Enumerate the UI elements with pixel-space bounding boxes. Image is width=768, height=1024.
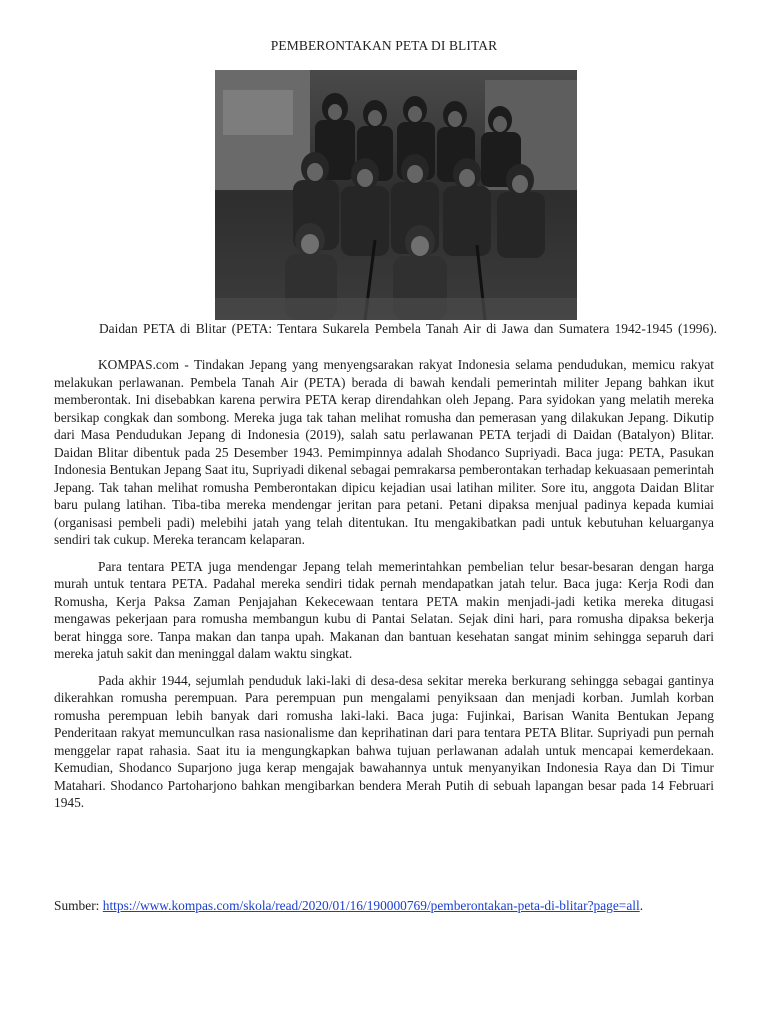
paragraph-3: Pada akhir 1944, sejumlah penduduk laki-laki di desa-desa sekitar mereka berkurang sehingga sebagai gantinya dikerahkan romusha perempuan. Para perempuan pun mengalami penyiksaan dan menjadi korban. Jumlah korban romusha perempuan lebih banyak dari romusha laki-laki. Baca juga: Fujinkai, Barisan Wanita Bentukan Jepang Penderitaan rakyat memunculkan rasa nasionalisme dan keprihatinan dari para tentara PETA Blitar. Supriyadi pun pernah menggelar rapat rahasia. Saat itu ia mengungkapkan bahwa tujuan perlawanan adalah untuk mencapai kemerdekaan. Kemudian, Shodanco Suparjono juga kerap mengajak bawahannya untuk menyanyikan Indonesia Raya dan Di Timur Matahari. Shodanco Partoharjono bahkan mengibarkan bendera Merah Putih di sebuah lapangan besar pada 14 Februari 1945. <box>54 672 714 810</box>
source-label: Sumber: <box>54 898 100 913</box>
source-link[interactable]: https://www.kompas.com/skola/read/2020/01/16/190000769/pemberontakan-peta-di-blitar?page=all <box>102 898 640 913</box>
document-title: PEMBERONTAKAN PETA DI BLITAR <box>270 38 498 53</box>
historical-photo <box>215 70 577 320</box>
paragraph-2: Para tentara PETA juga mendengar Jepang telah memerintahkan pembelian telur besar-besaran dengan harga murah untuk tentara PETA. Padahal mereka sendiri tidak pernah mendapatkan jatah telur. Baca juga: Kerja Rodi dan Romusha, Kerja Paksa Zaman Penjajahan Kekecewaan tentara PETA makin menjadi-jadi ketika mereka ditugasi mengawas pekerjaan para romusha membangun kubu di Pantai Selatan. Sejak dini hari, para romusha dipaksa bekerja berat hingga sore. Tanpa makan dan tanpa upah. Makanan dan bantuan kesehatan sangat minim sehingga separuh dari mereka jatuh sakit dan meninggal dalam waktu singkat. <box>54 558 714 661</box>
source-suffix: . <box>639 898 644 913</box>
paragraph-1: KOMPAS.com - Tindakan Jepang yang menyengsarakan rakyat Indonesia selama pendudukan, memicu rakyat melakukan perlawanan. Pembela Tanah Air (PETA) berada di bawah kendali pemerintah militer Jepang bahkan ikut memberontak. Ini disebabkan karena perwira PETA kerap direndahkan oleh Jepang. Para syidokan yang melatih mereka bersikap congkak dan sombong. Mereka juga tak tahan melihat romusha dan pemerasan yang dilakukan Jepang. Dikutip dari Masa Pendudukan Jepang di Indonesia (2019), salah satu perlawanan PETA terjadi di Daidan (Batalyon) Blitar. Daidan Blitar dibentuk pada 25 Desember 1943. Pemimpinnya adalah Shodanco Supriyadi. Baca juga: PETA, Pasukan Indonesia Bentukan Jepang Saat itu, Supriyadi dikenal sebagai pemrakarsa pemberontakan terhadap kekuasaan pemerintah Jepang. Tak tahan melihat romusha Pemberontakan dipicu kejadian usai latihan militer. Sore itu, anggota Daidan Blitar baru pulang latihan. Tiba-tiba mereka mendengar jeritan para petani. Petani dipaksa menjual padinya kepada kumiai (organisasi pembeli padi) melebihi jatah yang telah ditentukan. Itu mengakibatkan padi untuk kebutuhan keluarganya sendiri tak cukup. Mereka terancam kelaparan. <box>54 357 714 547</box>
source-citation <box>54 897 714 915</box>
article-body <box>54 356 714 821</box>
photo-caption: Daidan PETA di Blitar (PETA: Tentara Sukarela Pembela Tanah Air di Jawa dan Sumatera 1942-1945 (1996). <box>99 321 717 336</box>
